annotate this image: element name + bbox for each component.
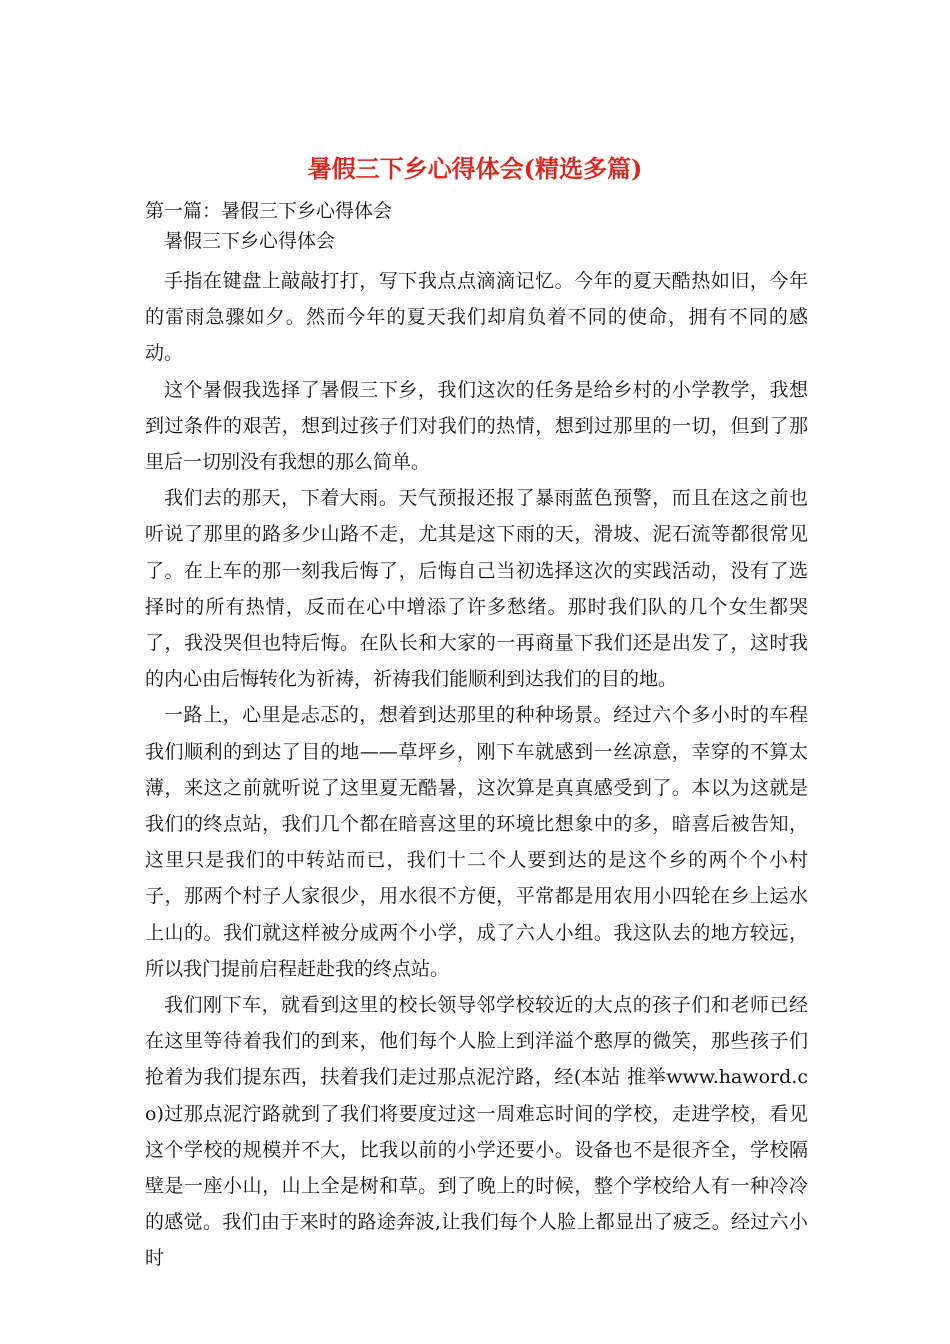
- paragraph: 一路上，心里是忐忑的，想着到达那里的种种场景。经过六个多小时的车程我们顺利的到达了目的地——草坪乡，刚下车就感到一丝凉意，幸穿的不算太薄，来这之前就听说了这里夏无酷暑，这次算是真真感受到了。本以为这就是我们的终点站，我们几个都在暗喜这里的环境比想象中的多，暗喜后被告知，这里只是我们的中转站而已，我们十二个人要到达的是这个乡的两个个小村子，那两个村子人家很少，用水很不方便，平常都是用农用小四轮在乡上运水上山的。我们就这样被分成两个小学，成了六人小组。我这队去的地方较远，所以我门提前启程赶赴我的终点站。: [145, 704, 808, 980]
- document-body: [145, 196, 808, 1277]
- paragraph: 我们刚下车，就看到这里的校长领导邻学校较近的大点的孩子们和老师已经在这里等待着我们的到来，他们每个人脸上到洋溢个憨厚的微笑，那些孩子们抢着为我们提东西，扶着我们走过那点泥泞路，经(本站 推举www.haword.co)过那点泥泞路就到了我们将要度过这一周难忘时间的学校，走进学校，看见这个学校的规模并不大，比我以前的小学还要小。设备也不是很齐全，学校隔壁是一座小山，山上全是树和草。到了晚上的时候，整个学校给人有一种冷冷的感觉。我们由于来时的路途奔波,让我们每个人脸上都显出了疲乏。经过六小时: [145, 994, 808, 1270]
- section-heading: 第一篇：暑假三下乡心得体会: [145, 200, 393, 222]
- paragraph: 手指在键盘上敲敲打打，写下我点点滴滴记忆。今年的夏天酷热如旧，今年的雷雨急骤如夕。然而今年的夏天我们却肩负着不同的使命，拥有不同的感动。: [145, 270, 808, 365]
- document-title: 暑假三下乡心得体会(精选多篇): [307, 154, 643, 183]
- paragraph: 我们去的那天，下着大雨。天气预报还报了暴雨蓝色预警，而且在这之前也听说了那里的路多少山路不走，尤其是这下雨的天，滑坡、泥石流等都很常见了。在上车的那一刻我后悔了，后悔自己当初选择这次的实践活动，没有了选择时的所有热情，反而在心中增添了许多愁绪。那时我们队的几个女生都哭了，我没哭但也特后悔。在队长和大家的一再商量下我们还是出发了，这时我的内心由后悔转化为祈祷，祈祷我们能顺利到达我们的目的地。: [145, 487, 808, 691]
- sub-heading: 暑假三下乡心得体会: [164, 230, 336, 252]
- paragraph: 这个暑假我选择了暑假三下乡，我们这次的任务是给乡村的小学教学，我想到过条件的艰苦，想到过孩子们对我们的热情，想到过那里的一切，但到了那里后一切别没有我想的那么简单。: [145, 378, 808, 474]
